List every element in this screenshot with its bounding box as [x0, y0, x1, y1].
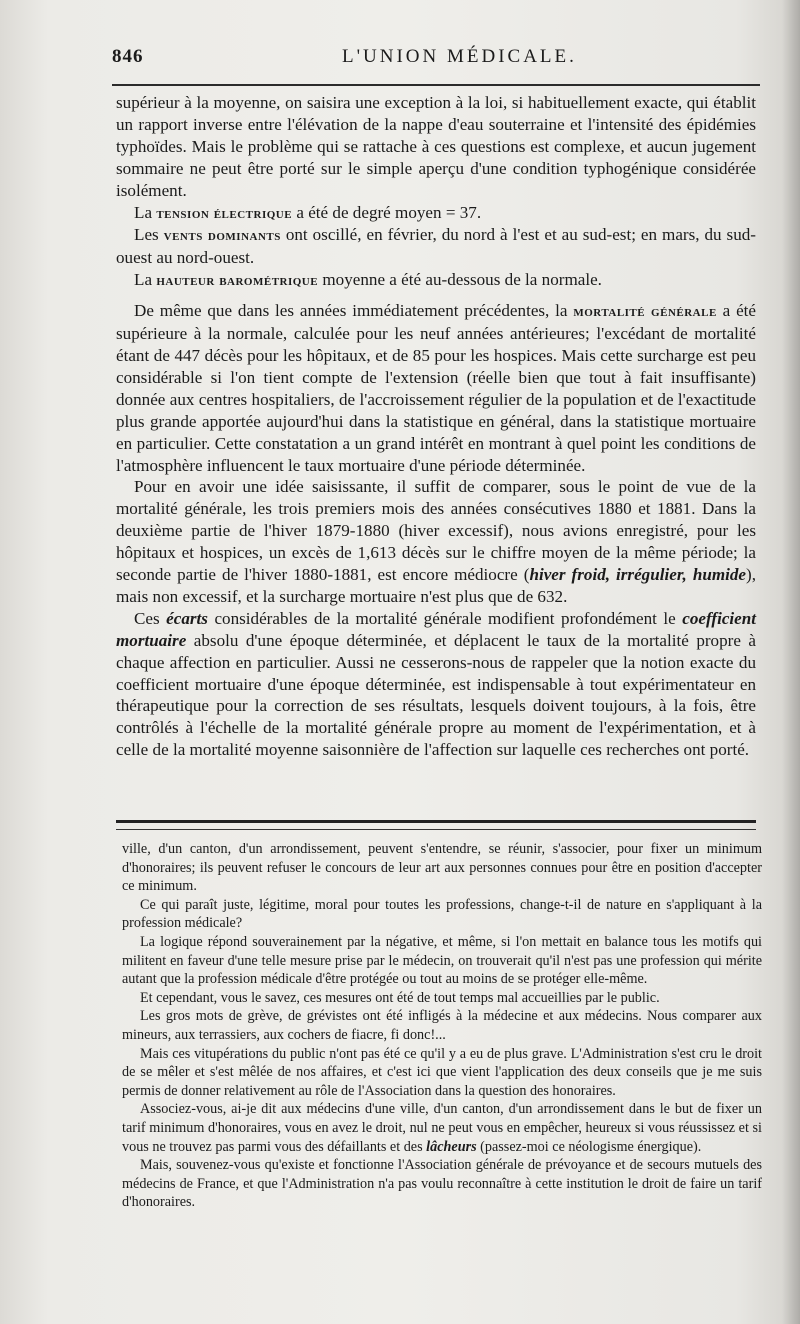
paragraph-tension-lead: La: [134, 202, 153, 222]
paragraph-ecarts: [116, 608, 756, 761]
note-paragraph-6: Mais ces vitupérations du public n'ont pas été ce qu'il y a eu de plus grave. L'Administration s'est cru le droit de se mêler et s'est mêlée de nos affaires, et c'est ici que vient l'application des deux conseils que je me suis permis de donner relativement au rôle de l'Association dans la question des honoraires.: [122, 1045, 762, 1099]
running-title: L'UNION MÉDICALE.: [342, 46, 577, 67]
note-paragraph-3: La logique répond souverainement par la négative, et même, si l'on mettait en balance tous les motifs qui militent en faveur d'une telle mesure prise par le médecin, on trouverait qu'il n'est pas une profession qui mérite autant que la profession médicale d'être protégée ou tout au moins de se protéger elle-même.: [122, 933, 762, 988]
paragraph-1: [116, 92, 756, 202]
note-paragraph-4: Et cependant, vous le savez, ces mesures ont été de tout temps mal accueillies par le public.: [140, 989, 660, 1006]
paragraph-tension-text: a été de degré moyen = 37.: [296, 202, 482, 222]
term-vents-dominants: vents dominants: [163, 227, 281, 245]
paragraph-comparaison-text-b: ), mais non excessif, et la surcharge mortuaire n'est plus que de 632.: [116, 565, 756, 606]
paragraph-tension: [116, 202, 756, 225]
main-text: [116, 92, 756, 761]
header-rule: [112, 84, 760, 86]
term-tension-electrique: tension électrique: [156, 204, 293, 222]
page-header: [112, 44, 760, 72]
page-number: 846: [112, 46, 144, 67]
paragraph-vents: [116, 224, 756, 269]
paragraph-vents-text: ont oscillé, en février, du nord à l'est et au sud-est; en mars, du sud-ouest au nord-ouest.: [116, 225, 756, 268]
note-paragraph-2: Ce qui paraît juste, légitime, moral pour toutes les professions, change-t-il de nature en s'appliquant à la profession médicale?: [122, 896, 762, 932]
paragraph-ecarts-text-a: considérables de la mortalité générale modifient profondément le: [214, 608, 676, 628]
note-paragraph-8: Mais, souvenez-vous qu'existe et fonctionne l'Association générale de prévoyance et de secours mutuels des médecins de France, et que l'Administration n'a pas voulu reconnaître à cette institution le droit de faire un tarif d'honoraires.: [122, 1157, 762, 1211]
paragraph-1-text: supérieur à la moyenne, on saisira une exception à la loi, si habituellement exacte, qui établit un rapport inverse entre l'élévation de la nappe d'eau souterraine et l'intensité des épidémies typhoïdes. Mais le problème qui se rattache à ces questions est complexe, et aucun jugement sommaire ne peut être porté sur le simple aperçu d'une condition typhogénique considérée isolément.: [116, 93, 756, 200]
page-edge-shadow: [782, 0, 800, 1324]
paragraph-hauteur-text: moyenne a été au-dessous de la normale.: [322, 270, 602, 290]
term-hauteur-barometrique: hauteur barométrique: [156, 272, 319, 290]
emphasis-ecarts: écarts: [166, 608, 208, 628]
emphasis-coefficient-mortuaire: coefficient mortuaire: [116, 608, 757, 650]
note-paragraph-1: ville, d'un canton, d'un arrondissement, peuvent s'entendre, se réunir, s'associer, pour fixer un minimum d'honoraires; ils peuvent refuser le concours de leur art aux personnes connues pour être en position d'accepter ce minimum.: [122, 841, 762, 895]
paragraph-mortalite: [116, 300, 756, 476]
paragraph-vents-lead: Les: [134, 225, 159, 245]
paragraph-hauteur: [116, 269, 756, 292]
paragraph-comparaison-text-a: Pour en avoir une idée saisissante, il suffit de comparer, sous le point de vue de la mortalité générale, les trois premiers mois des années consécutives 1880 et 1881. Dans la deuxième partie de l'hiver 1879-1880 (hiver excessif), nous avions enregistré, pour les hôpitaux et hospices, un excès de 1,613 décès sur le chiffre moyen de la même période; la seconde partie de l'hiver 1880-1881, est encore médiocre (: [116, 477, 756, 585]
note-paragraph-7-text-a: Associez-vous, ai-je dit aux médecins d'une ville, d'un canton, d'un arrondissement dans le but de fixer un tarif minimum d'honoraires, vous en avez le droit, nul ne peut vous en empêcher, heureux si vous réussissez et si vous ne trouvez pas parmi vous des défaillants et des: [122, 1101, 762, 1155]
paragraph-mortalite-lead: De même que dans les années immédiatement précédentes, la: [134, 301, 568, 321]
emphasis-hiver: hiver froid, irrégulier, humide: [529, 565, 747, 585]
emphasis-lacheurs: lâcheurs: [426, 1138, 477, 1155]
section-divider: [116, 820, 756, 830]
feuilleton-text: [122, 840, 762, 1212]
paragraph-mortalite-text: a été supérieure à la normale, calculée pour les neuf années antérieures; l'excédant de mortalité étant de 447 décès pour les hôpitaux, et de 85 pour les hospices. Mais cette surcharge est peu considérable si l'on tient compte de l'extension (réelle bien que tout à fait insuffisante) donnée aux centres hospitaliers, de l'accroissement régulier de la population et de l'exactitude plus grande apportée aujourd'hui dans la statistique en général, dans la statistique mortuaire en particulier. Cette constatation a un grand intérêt en montrant à quel point les conditions de l'atmosphère influencent le taux mortuaire d'une période déterminée.: [116, 301, 756, 475]
note-paragraph-7-text-b: (passez-moi ce néologisme énergique).: [480, 1138, 702, 1155]
note-paragraph-5: Les gros mots de grève, de grévistes ont été infligés à la médecine et aux médecins. Nous comparer aux mineurs, aux terrassiers, aux cochers de fiacre, fi donc!...: [122, 1008, 762, 1043]
note-paragraph-7: [122, 1100, 762, 1156]
paragraph-ecarts-lead: Ces: [134, 608, 160, 628]
paragraph-comparaison: [116, 476, 756, 607]
paragraph-hauteur-lead: La: [134, 270, 153, 290]
paragraph-ecarts-text-b: absolu d'une époque déterminée, et déplacent le taux de la mortalité propre à chaque affection en particulier. Aussi ne cesserons-nous de rappeler que la notion exacte du coefficient mortuaire d'une époque déterminée, est indispensable à tout expérimentateur en thérapeutique pour la correction de ses résultats, lesquels doivent toujours, à la fois, être contrôlés à l'échelle de la mortalité générale propre au moment de l'expérimentation, et à celle de la mortalité moyenne saisonnière de l'affection sur laquelle ces recherches ont porté.: [116, 630, 756, 760]
term-mortalite-generale: mortalité générale: [573, 303, 717, 321]
